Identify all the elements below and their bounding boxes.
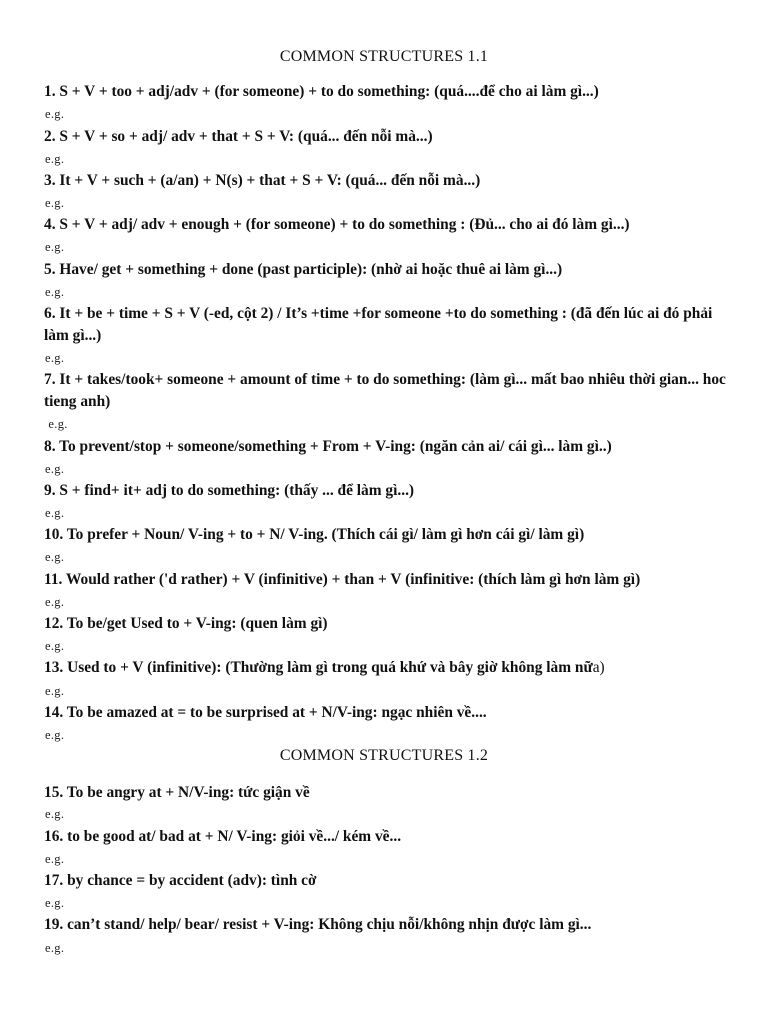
structure-item-19: 19. can’t stand/ help/ bear/ resist + V-ing: Không chịu nỗi/không nhịn được làm gì... — [44, 916, 592, 933]
structure-item-17: 17. by chance = by accident (adv): tình cờ — [44, 872, 317, 889]
structure-item-1: 1. S + V + too + adj/adv + (for someone) + to do something: (quá....để cho ai làm gì...) — [44, 83, 599, 100]
example-label: e.g. — [45, 196, 65, 210]
example-label: e.g. — [45, 107, 65, 121]
example-label: e.g. — [45, 506, 65, 520]
structure-item-4: 4. S + V + adj/ adv + enough + (for someone) + to do something : (Đủ... cho ai đó làm gì...) — [44, 216, 630, 233]
example-label: e.g. — [45, 896, 65, 910]
structure-item-12: 12. To be/get Used to + V-ing: (quen làm gì) — [44, 615, 328, 632]
structure-item-8: 8. To prevent/stop + someone/something + From + V-ing: (ngăn cản ai/ cái gì... làm gì..) — [44, 438, 612, 455]
structure-item-7: 7. It + takes/took+ someone + amount of time + to do something: (làm gì... mất bao nhiêu thời gian... hoc tieng anh) — [44, 371, 726, 410]
structure-item-3: 3. It + V + such + (a/an) + N(s) + that + S + V: (quá... đến nỗi mà...) — [44, 172, 481, 189]
structure-item-10: 10. To prefer + Noun/ V-ing + to + N/ V-ing. (Thích cái gì/ làm gì hơn cái gì/ làm gì) — [44, 526, 585, 543]
structure-item-13-text: 13. Used to + V (infinitive): (Thường làm gì trong quá khứ và bây giờ không làm nữ — [44, 659, 593, 676]
example-label: e.g. — [45, 684, 65, 698]
example-label: e.g. — [45, 728, 65, 742]
structure-item-13-tail: a) — [592, 659, 605, 676]
structure-item-13 — [44, 657, 734, 679]
structure-item-14: 14. To be amazed at = to be surprised at + N/V-ing: ngạc nhiên về.... — [44, 704, 487, 721]
example-label: e.g. — [45, 639, 65, 653]
example-label: e.g. — [45, 240, 65, 254]
structure-item-16: 16. to be good at/ bad at + N/ V-ing: giỏi về.../ kém về... — [44, 828, 402, 845]
section-heading-1: COMMON STRUCTURES 1.1 — [279, 48, 489, 65]
example-label: e.g. — [45, 595, 65, 609]
example-label: e.g. — [45, 807, 65, 821]
example-label: e.g. — [45, 417, 68, 431]
structure-item-9: 9. S + find+ it+ adj to do something: (thấy ... để làm gì...) — [44, 482, 415, 499]
structure-item-6: 6. It + be + time + S + V (-ed, cột 2) / It’s +time +for someone +to do something : (đã đến lúc ai đó phải làm gì...) — [44, 305, 713, 344]
example-label: e.g. — [45, 852, 65, 866]
example-label: e.g. — [45, 152, 65, 166]
structure-item-2: 2. S + V + so + adj/ adv + that + S + V: (quá... đến nỗi mà...) — [44, 128, 433, 145]
structure-item-11: 11. Would rather ('d rather) + V (infinitive) + than + V (infinitive: (thích làm gì hơn làm gì) — [44, 571, 641, 588]
structure-item-5: 5. Have/ get + something + done (past participle): (nhờ ai hoặc thuê ai làm gì...) — [44, 261, 563, 278]
example-label: e.g. — [45, 941, 65, 955]
example-label: e.g. — [45, 462, 65, 476]
example-label: e.g. — [45, 550, 65, 564]
structure-item-15: 15. To be angry at + N/V-ing: tức giận về — [44, 784, 310, 801]
section-heading-2: COMMON STRUCTURES 1.2 — [279, 747, 489, 764]
example-label: e.g. — [45, 285, 65, 299]
example-label: e.g. — [45, 351, 65, 365]
